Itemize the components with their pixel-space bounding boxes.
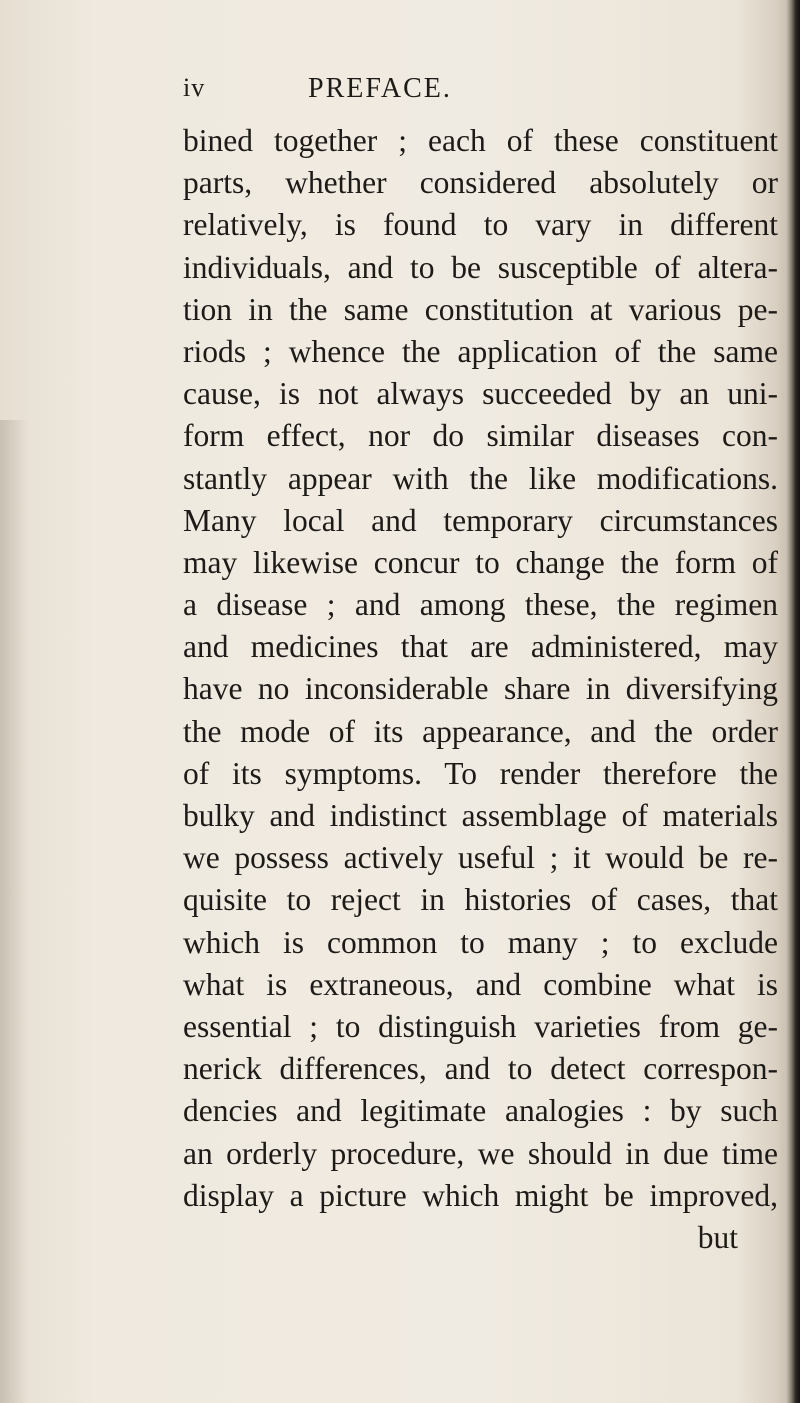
text-line: form effect, nor do similar diseases con- xyxy=(183,418,778,454)
text-line: an orderly procedure, we should in due time xyxy=(183,1135,778,1171)
page-header xyxy=(183,73,743,113)
page-number: iv xyxy=(183,73,206,102)
text-line: have no inconsiderable share in diversifying xyxy=(183,671,778,707)
text-line: bulky and indistinct assemblage of materials xyxy=(183,798,778,833)
text-line: parts, whether considered absolutely or xyxy=(183,165,778,201)
text-line: and medicines that are administered, may xyxy=(183,629,778,665)
text-line: nerick differences, and to detect correspon- xyxy=(183,1051,778,1087)
text-line: the mode of its appearance, and the order xyxy=(183,713,778,749)
running-head: PREFACE. xyxy=(308,73,452,104)
body-text xyxy=(183,120,778,1259)
text-line: we possess actively useful ; it would be re- xyxy=(183,840,778,876)
text-line: essential ; to distinguish varieties from ge- xyxy=(183,1008,778,1044)
text-line: stantly appear with the like modifications. xyxy=(183,460,778,496)
text-line: tion in the same constitution at various pe- xyxy=(183,291,778,327)
text-line: a disease ; and among these, the regimen xyxy=(183,587,778,623)
page-binding-edge xyxy=(786,0,800,1403)
text-line: quisite to reject in histories of cases, that xyxy=(183,882,778,918)
text-line: what is extraneous, and combine what is xyxy=(183,966,778,1002)
text-line: relatively, is found to vary in different xyxy=(183,207,778,243)
text-line: dencies and legitimate analogies : by such xyxy=(183,1093,778,1129)
catchword: but xyxy=(697,1219,738,1255)
text-line: display a picture which might be improved, xyxy=(183,1177,778,1213)
text-line: which is common to many ; to exclude xyxy=(183,924,778,960)
text-line: may likewise concur to change the form of xyxy=(183,544,778,580)
text-line: cause, is not always succeeded by an uni- xyxy=(183,376,778,412)
text-line: bined together ; each of these constituent xyxy=(183,123,778,158)
text-line: individuals, and to be susceptible of altera- xyxy=(183,249,778,285)
text-line: of its symptoms. To render therefore the xyxy=(183,755,778,791)
text-line: Many local and temporary circumstances xyxy=(183,502,778,538)
page-shadow-left xyxy=(0,420,28,1403)
text-line: riods ; whence the application of the same xyxy=(183,333,778,369)
